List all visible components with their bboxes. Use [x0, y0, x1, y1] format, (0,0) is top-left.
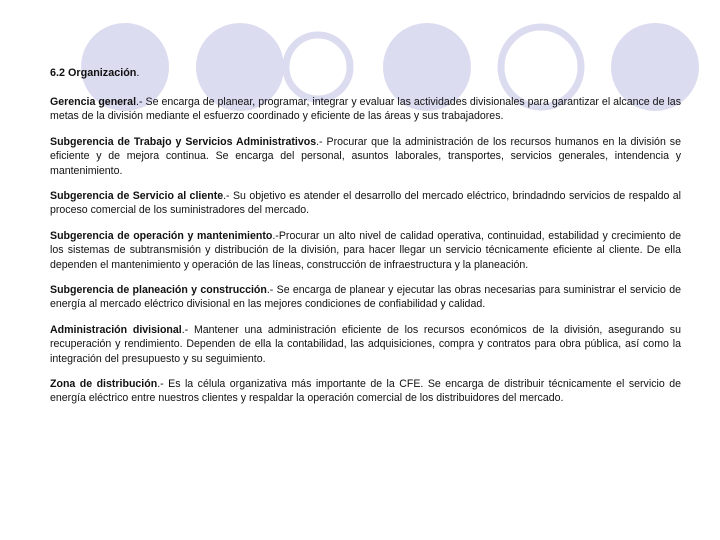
- paragraph-title: Subgerencia de Trabajo y Servicios Administrativos: [50, 136, 317, 149]
- heading-suffix: .: [136, 67, 140, 79]
- paragraph-separator: .-: [266, 284, 274, 297]
- section-heading: [50, 66, 681, 80]
- paragraph-subgerencia-operacion: [50, 229, 681, 272]
- paragraph-subgerencia-planeacion: [50, 283, 681, 311]
- paragraph-text: Su objetivo es atender el desarrollo del mercado eléctrico, brindadndo servicios de respaldo al proceso comercial de los suministradores del mercado.: [50, 190, 681, 217]
- document-body: [50, 66, 681, 406]
- paragraph-title: Subgerencia de operación y mantenimiento: [50, 230, 273, 243]
- paragraph-subgerencia-trabajo: [50, 135, 681, 178]
- paragraph-title: Zona de distribución: [50, 378, 158, 391]
- paragraph-text: Procurar que la administración de los recursos humanos en la división se eficiente y de mejora continua. Se encarga del personal, asuntos laborales, transportes, servicios generales, intendencia y mantenimiento.: [50, 136, 681, 177]
- paragraph-separator: .-: [136, 96, 143, 109]
- paragraph-separator: .-: [272, 230, 279, 243]
- paragraph-separator: .-: [223, 190, 230, 203]
- paragraph-title: Gerencia general: [50, 96, 137, 109]
- paragraph-text: Es la célula organizativa más importante de la CFE. Se encarga de distribuir técnicamente el servicio de energía eléctrico entre nuestros clientes y respaldar la operación comercial de los distribuidores del mercado.: [50, 378, 681, 405]
- heading-text: 6.2 Organización: [50, 67, 137, 79]
- paragraph-title: Administración divisional: [50, 324, 182, 337]
- paragraph-title: Subgerencia de Servicio al cliente: [50, 190, 224, 203]
- paragraph-separator: .-: [157, 378, 164, 391]
- paragraph-text: Se encarga de planear y ejecutar las obras necesarias para suministrar el servicio de energía al mercado eléctrico divisional en las mejores condiciones de confiabilidad y calidad.: [50, 284, 681, 311]
- paragraph-zona-distribucion: [50, 377, 681, 405]
- paragraph-text: Mantener una administración eficiente de los recursos económicos de la división, asegurando su recuperación y rendimiento. Dependen de ella la contabilidad, las adquisiciones, compra y contratos para obra pública, así como la integración del presupuesto y su seguimiento.: [50, 324, 681, 365]
- paragraph-title: Subgerencia de planeación y construcción: [50, 284, 267, 297]
- paragraph-gerencia-general: [50, 95, 681, 123]
- paragraph-separator: .-: [181, 324, 189, 337]
- paragraph-separator: .-: [316, 136, 323, 149]
- paragraph-subgerencia-servicio-cliente: [50, 189, 681, 217]
- paragraph-administracion-divisional: [50, 323, 681, 366]
- paragraph-text: Se encarga de planear, programar, integrar y evaluar las actividades divisionales para garantizar el alcance de las metas de la división mediante el esfuerzo coordinado y eficiente de las áreas y sus trabajadores.: [50, 96, 681, 123]
- paragraph-text: Procurar un alto nivel de calidad operativa, continuidad, estabilidad y crecimiento de los sistemas de subtransmisión y distribución de la división, para hacer llegar un servicio técnicamente eficiente al cliente. De ella dependen el mantenimiento y operación de las líneas, construcción de infraestructura y la planeación.: [50, 230, 682, 271]
